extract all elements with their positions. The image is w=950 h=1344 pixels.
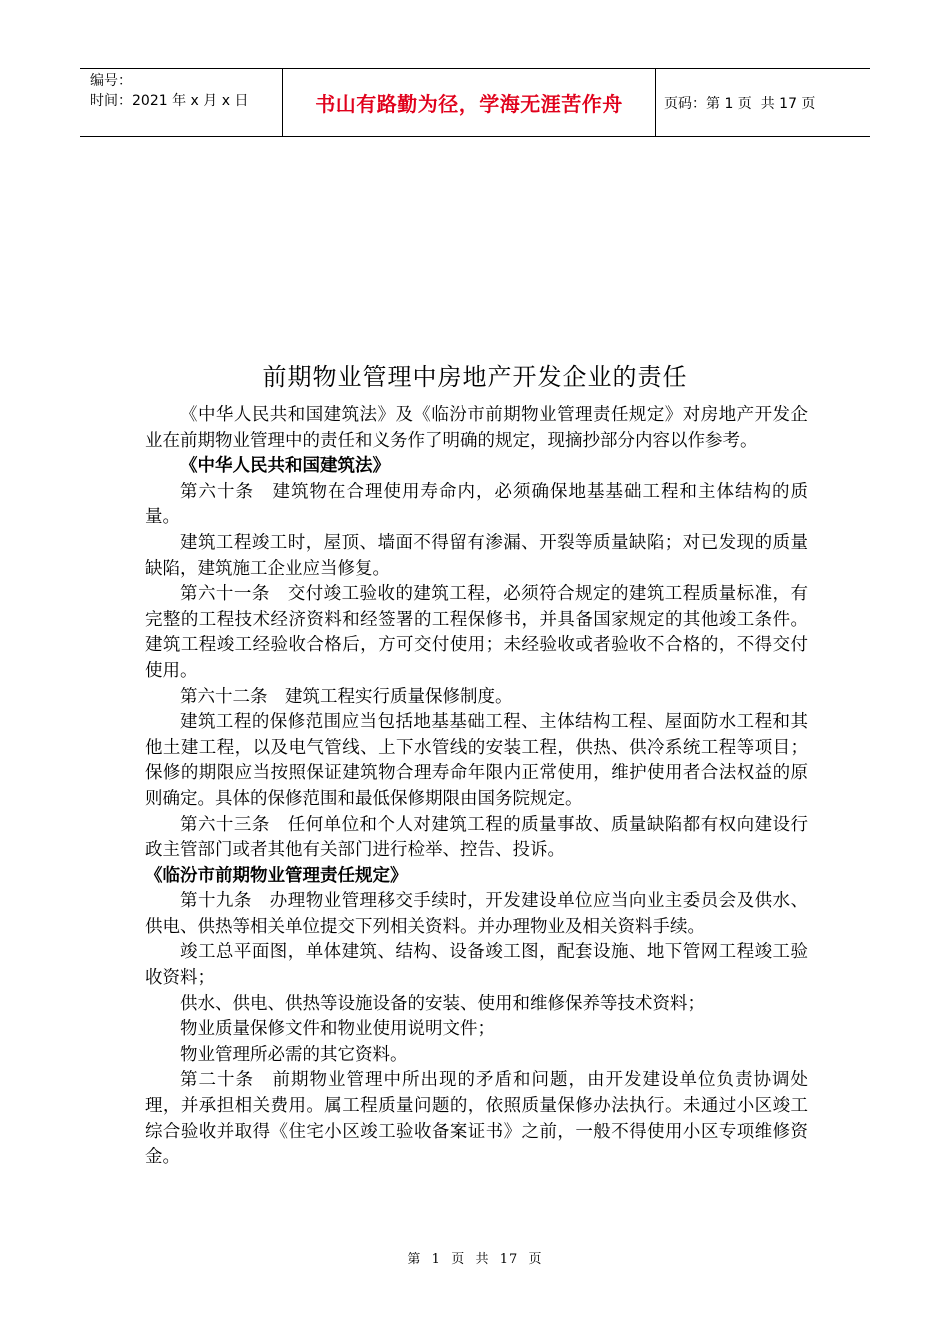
footer-page-number: 第 1 页 共 17 页: [407, 1252, 543, 1267]
header-page-info: [664, 69, 815, 136]
body-paragraph: 第二十条 前期物业管理中所出现的矛盾和问题，由开发建设单位负责协调处理，并承担相关费用。属工程质量问题的，依照质量保修办法执行。未通过小区竣工综合验收并取得《住宅小区竣工验收备案证书》之前，一般不得使用小区专项维修资金。: [145, 1070, 808, 1168]
body-paragraph: 建筑工程竣工时，屋顶、墙面不得留有渗漏、开裂等质量缺陷；对已发现的质量缺陷，建筑施工企业应当修复。: [145, 532, 808, 579]
document-body: [145, 403, 808, 1171]
body-paragraph: 物业质量保修文件和物业使用说明文件；: [180, 1019, 495, 1040]
body-paragraph: 第十九条 办理物业管理移交手续时，开发建设单位应当向业主委员会及供水、供电、供热等相关单位提交下列相关资料。并办理物业及相关资料手续。: [145, 891, 808, 937]
time-label: 时间：2021 年 x 月 x 日: [90, 93, 249, 109]
document-title: 前期物业管理中房地产开发企业的责任: [262, 363, 688, 391]
header-motto: 书山有路勤为径，学海无涯苦作舟: [315, 92, 623, 116]
header-divider: [655, 69, 656, 136]
page-info-text: 页码：第 1 页 共 17 页: [664, 95, 816, 112]
body-paragraph: 第六十二条 建筑工程实行质量保修制度。: [180, 686, 513, 707]
body-paragraph: 物业管理所必需的其它资料。: [180, 1044, 408, 1065]
number-label: 编号：: [90, 73, 132, 89]
header-table: [80, 68, 870, 137]
body-paragraph: 建筑工程的保修范围应当包括地基基础工程、主体结构工程、屋面防水工程和其他土建工程，以及电气管线、上下水管线的安装工程，供热、供冷系统工程等项目；保修的期限应当按照保证建筑物合理寿命年限内正常使用，维护使用者合法权益的原则确定。具体的保修范围和最低保修期限由国务院规定。: [145, 712, 808, 809]
section-heading: 《中华人民共和国建筑法》: [180, 456, 390, 477]
header-meta: [90, 71, 248, 111]
body-paragraph: 第六十一条 交付竣工验收的建筑工程，必须符合规定的建筑工程质量标准，有完整的工程技术经济资料和经签署的工程保修书，并具备国家规定的其他竣工条件。建筑工程竣工经验收合格后，方可交付使用；未经验收或者验收不合格的，不得交付使用。: [145, 584, 808, 681]
body-paragraph: 第六十三条 任何单位和个人对建筑工程的质量事故、质量缺陷都有权向建设行政主管部门或者其他有关部门进行检举、控告、投诉。: [145, 814, 808, 861]
body-paragraph: 竣工总平面图，单体建筑、结构、设备竣工图，配套设施、地下管网工程竣工验收资料；: [145, 942, 808, 989]
body-paragraph: 第六十条 建筑物在合理使用寿命内，必须确保地基基础工程和主体结构的质量。: [145, 481, 808, 528]
section-heading: 《临汾市前期物业管理责任规定》: [145, 865, 408, 886]
body-paragraph: 供水、供电、供热等设施设备的安装、使用和维修保养等技术资料；: [180, 993, 705, 1014]
page-footer: [0, 1248, 950, 1267]
body-paragraph: 《中华人民共和国建筑法》及《临汾市前期物业管理责任规定》对房地产开发企业在前期物业管理中的责任和义务作了明确的规定，现摘抄部分内容以作参考。: [145, 405, 808, 451]
